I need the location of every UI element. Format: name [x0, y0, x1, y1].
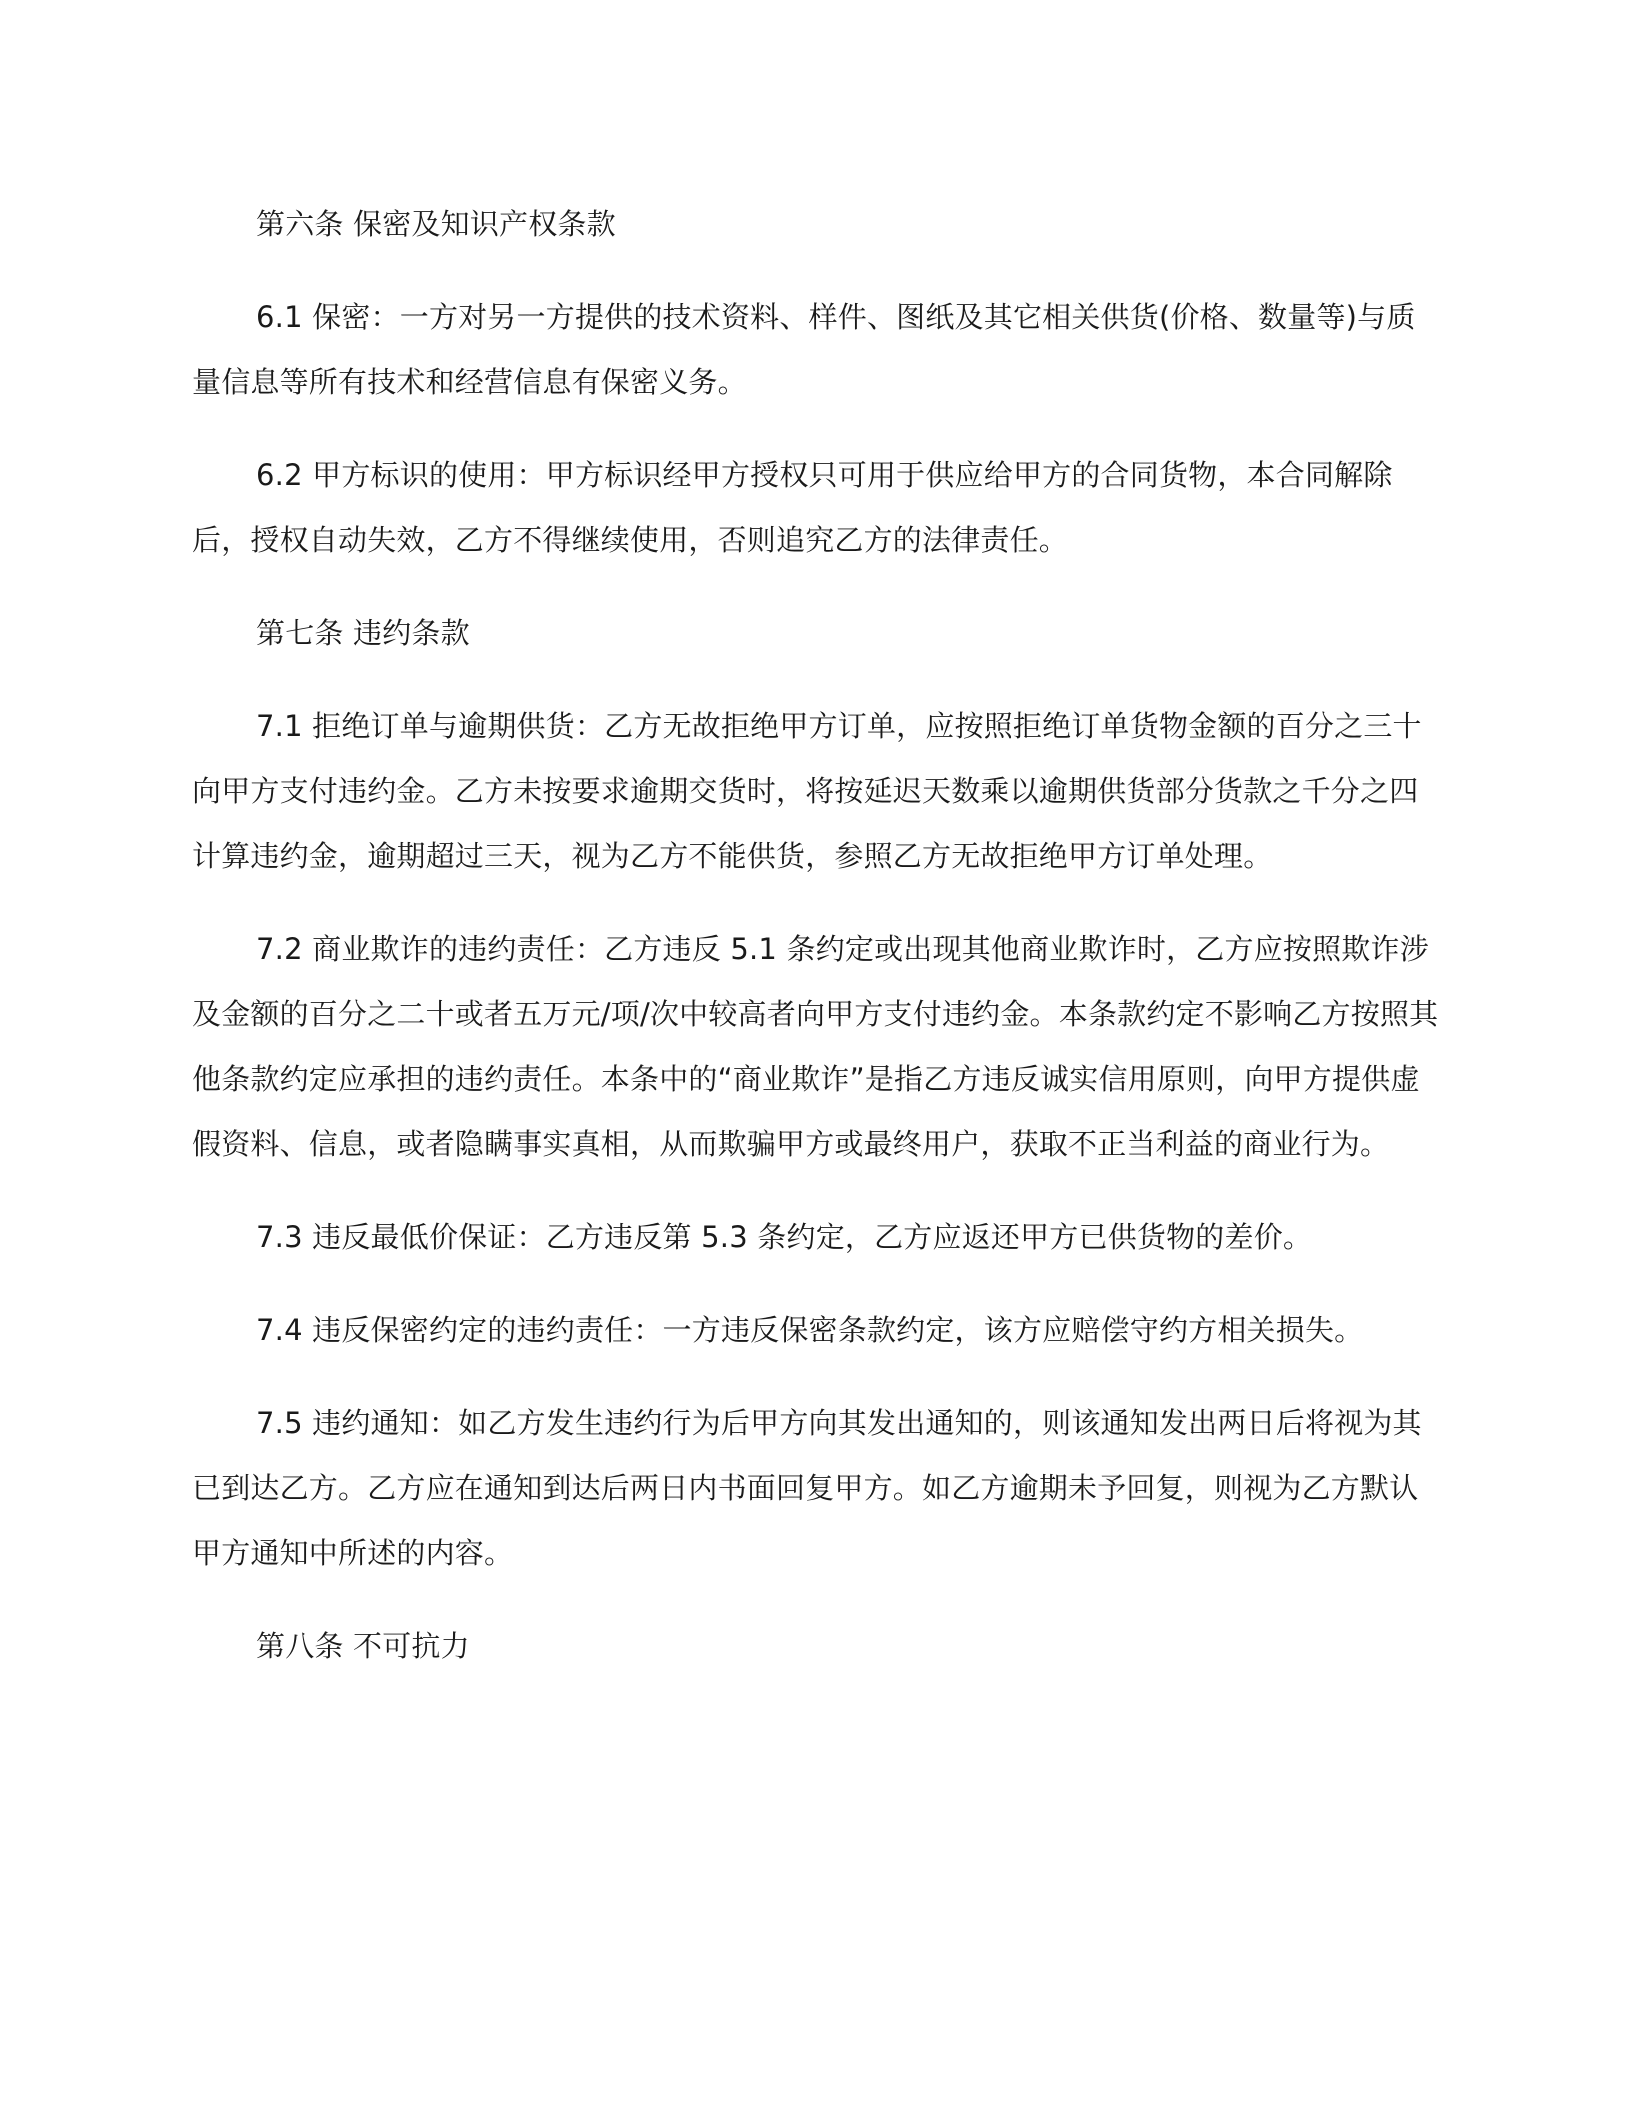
document-body: [192, 192, 1440, 1679]
section-heading-7: 第七条 违约条款: [256, 616, 470, 650]
section-heading-6: 第六条 保密及知识产权条款: [256, 207, 616, 241]
clause-7-2: 7.2 商业欺诈的违约责任：乙方违反 5.1 条约定或出现其他商业欺诈时，乙方应按照欺诈涉及金额的百分之二十或者五万元/项/次中较高者向甲方支付违约金。本条款约定不影响乙方按照其他条款约定应承担的违约责任。本条中的“商业欺诈”是指乙方违反诚实信用原则，向甲方提供虚假资料、信息，或者隐瞒事实真相，从而欺骗甲方或最终用户，获取不正当利益的商业行为。: [192, 932, 1439, 1161]
clause-6-2: 6.2 甲方标识的使用：甲方标识经甲方授权只可用于供应给甲方的合同货物，本合同解除后，授权自动失效，乙方不得继续使用，否则追究乙方的法律责任。: [192, 458, 1393, 557]
clause-7-1: 7.1 拒绝订单与逾期供货：乙方无故拒绝甲方订单，应按照拒绝订单货物金额的百分之三十向甲方支付违约金。乙方未按要求逾期交货时，将按延迟天数乘以逾期供货部分货款之千分之四计算违约金，逾期超过三天，视为乙方不能供货，参照乙方无故拒绝甲方订单处理。: [192, 709, 1422, 873]
clause-7-4: 7.4 违反保密约定的违约责任：一方违反保密条款约定，该方应赔偿守约方相关损失。: [256, 1313, 1364, 1347]
clause-6-1: 6.1 保密：一方对另一方提供的技术资料、样件、图纸及其它相关供货(价格、数量等)与质量信息等所有技术和经营信息有保密义务。: [192, 300, 1416, 399]
clause-7-3: 7.3 违反最低价保证：乙方违反第 5.3 条约定，乙方应返还甲方已供货物的差价。: [256, 1220, 1313, 1254]
clause-7-5: 7.5 违约通知：如乙方发生违约行为后甲方向其发出通知的，则该通知发出两日后将视为其已到达乙方。乙方应在通知到达后两日内书面回复甲方。如乙方逾期未予回复，则视为乙方默认甲方通知中所述的内容。: [192, 1406, 1422, 1570]
section-heading-8: 第八条 不可抗力: [256, 1629, 470, 1663]
